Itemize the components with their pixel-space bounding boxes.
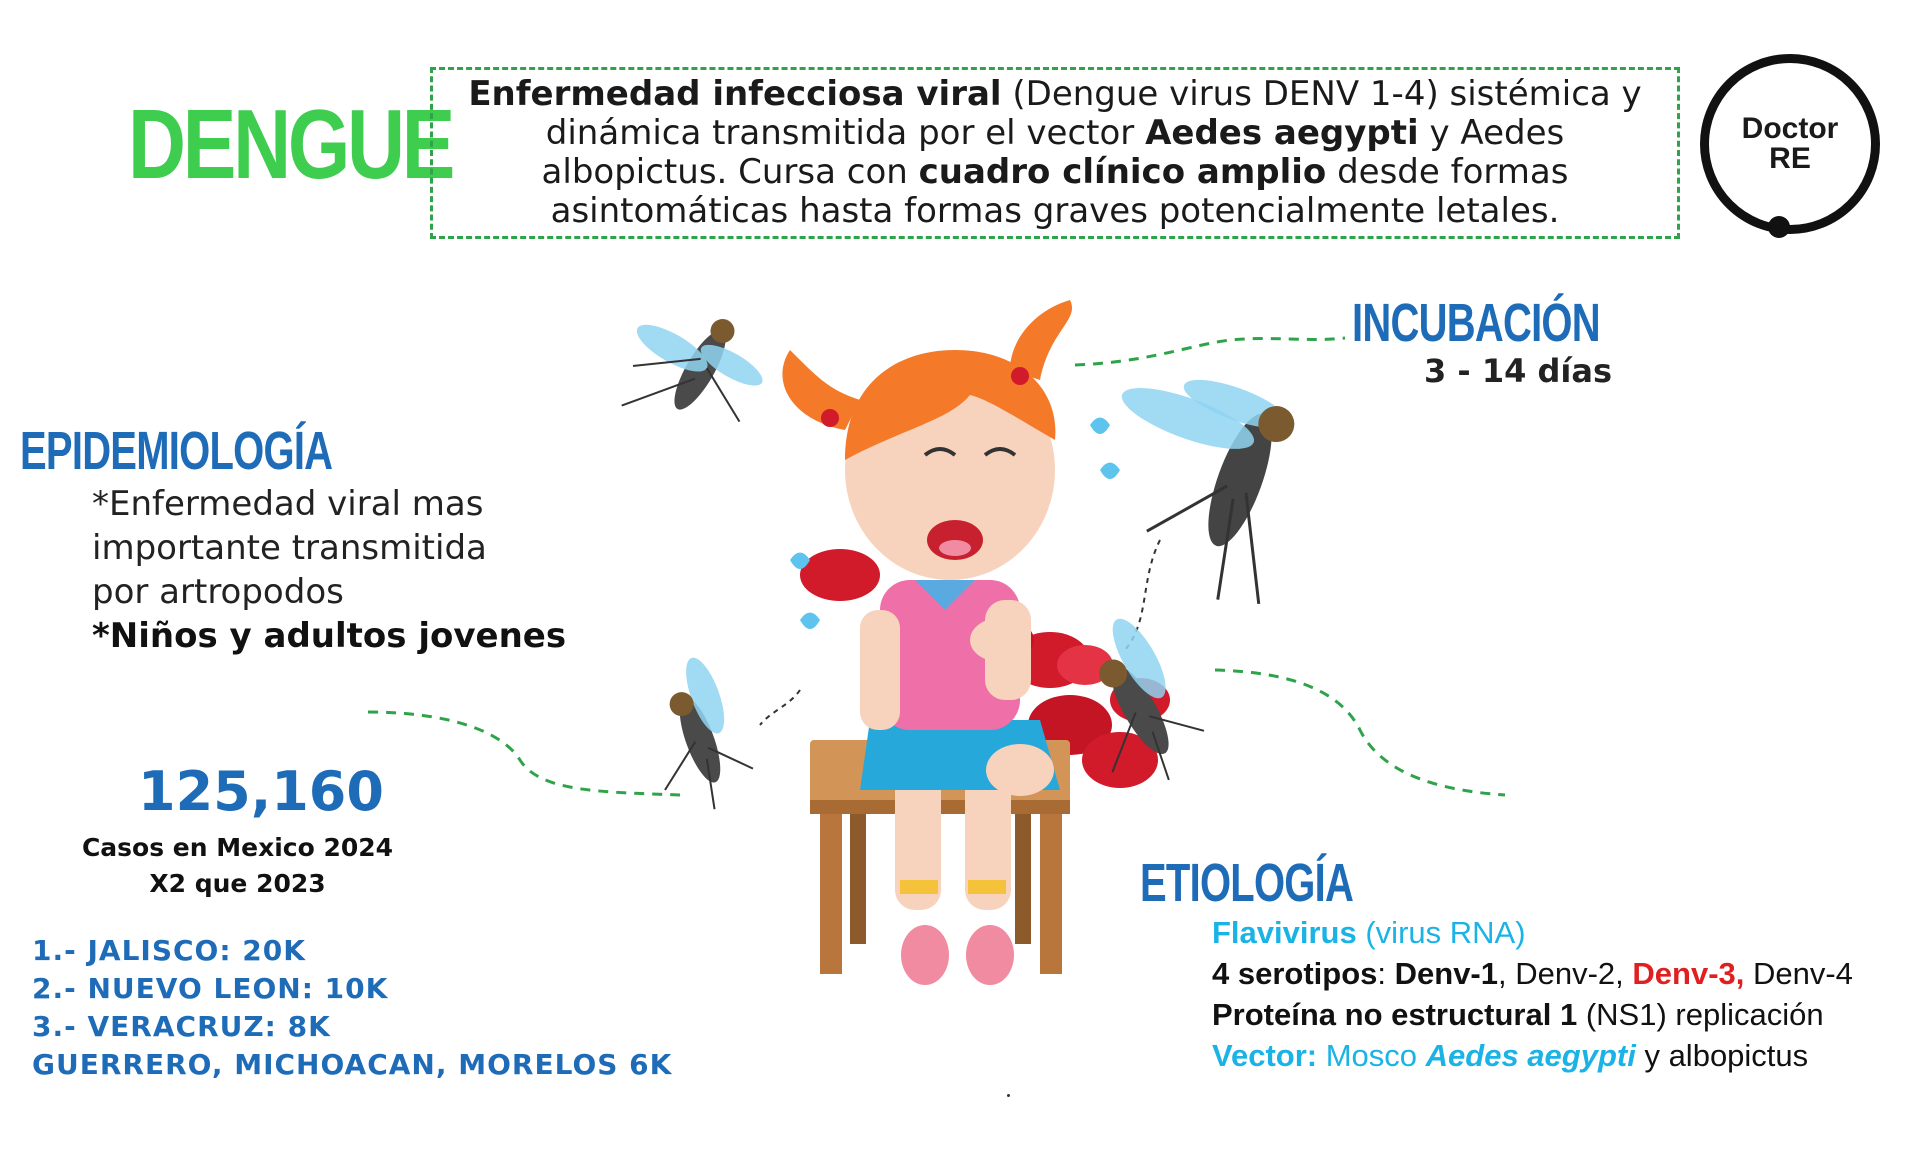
list-item: GUERRERO, MICHOACAN, MORELOS 6K bbox=[32, 1048, 673, 1081]
etiologia-line-2: 4 serotipos: Denv-1, Denv-2, Denv-3, Denv-4 bbox=[1212, 956, 1853, 991]
cases-label: Casos en Mexico 2024 X2 que 2023 bbox=[81, 833, 394, 898]
etiologia-line-3: Proteína no estructural 1 (NS1) replicación bbox=[1212, 997, 1824, 1032]
incubacion-heading: INCUBACIÓN bbox=[1352, 293, 1600, 353]
etiologia-heading: ETIOLOGÍA bbox=[1140, 853, 1354, 913]
list-item: 2.- NUEVO LEON: 10K bbox=[32, 972, 389, 1005]
list-item: 1.- JALISCO: 20K bbox=[32, 934, 306, 967]
page-title: DENGUE bbox=[128, 89, 453, 199]
mosquito-icon-1 bbox=[600, 283, 780, 460]
cases-number: 125,160 bbox=[138, 760, 384, 823]
etiologia-line-4: Vector: Mosco Aedes aegypti y albopictus bbox=[1212, 1038, 1809, 1073]
incubacion-value: 3 - 14 días bbox=[1424, 352, 1613, 390]
epidemiologia-text: *Enfermedad viral mas importante transmitida por artropodos *Niños y adultos jovenes bbox=[92, 484, 567, 656]
epidemiologia-heading: EPIDEMIOLOGÍA bbox=[20, 421, 333, 481]
logo-line-2: RE bbox=[1769, 142, 1811, 175]
list-item: 3.- VERACRUZ: 8K bbox=[32, 1010, 331, 1043]
stray-dot bbox=[1007, 1094, 1010, 1097]
states-list bbox=[32, 932, 672, 1084]
etiologia-line-1: Flavivirus (virus RNA) bbox=[1212, 915, 1526, 950]
mosquito-icon-2 bbox=[1067, 351, 1325, 613]
definition-text: Enfermedad infecciosa viral (Dengue virus DENV 1-4) sistémica y dinámica transmitida por el vector Aedes aegypti y Aedes albopictus. Cursa con cuadro clínico amplio desde formas asintomáticas hasta formas graves potencialmente letales. bbox=[468, 74, 1642, 231]
etiologia-text bbox=[1212, 912, 1853, 1076]
logo-line-1: Doctor bbox=[1741, 112, 1839, 145]
mosquito-icon-3 bbox=[626, 651, 762, 823]
